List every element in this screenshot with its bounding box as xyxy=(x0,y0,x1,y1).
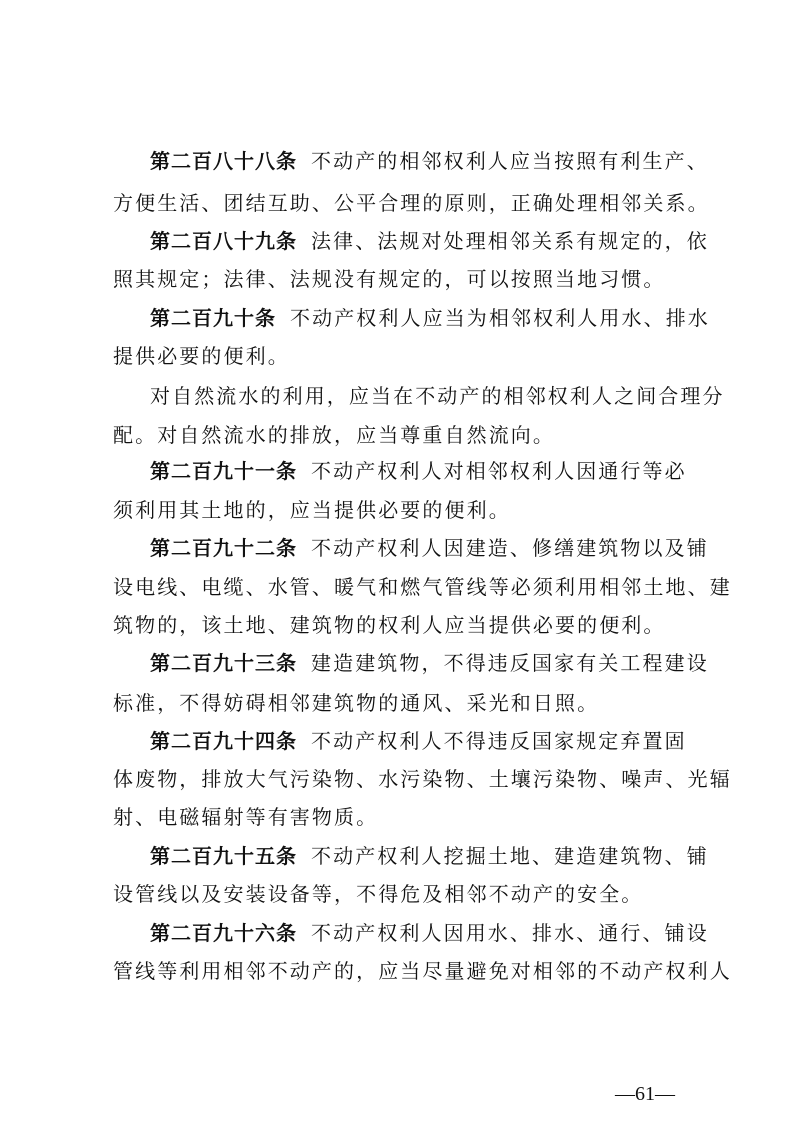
article-293-line-1 xyxy=(150,648,709,678)
article-293-line-2: 标准，不得妨碍相邻建筑物的通风、采光和日照。 xyxy=(113,691,600,715)
article-291-line-1 xyxy=(150,456,693,486)
article-292-line-1 xyxy=(150,533,709,563)
article-296-line-1 xyxy=(150,918,709,948)
article-295-line-1 xyxy=(150,841,709,871)
article-number: 第二百九十三条 xyxy=(150,651,297,675)
article-289-line-1 xyxy=(150,226,709,256)
article-290-para-2-line-2: 配。对自然流水的排放，应当尊重自然流向。 xyxy=(113,423,555,447)
article-290-para-2-line-1: 对自然流水的利用，应当在不动产的相邻权利人之间合理分 xyxy=(150,384,725,408)
article-291-line-2: 须利用其土地的，应当提供必要的便利。 xyxy=(113,498,511,522)
article-294-line-3: 射、电磁辐射等有害物质。 xyxy=(113,805,379,829)
article-292-line-2: 设电线、电缆、水管、暖气和燃气管线等必须利用相邻土地、建 xyxy=(113,575,732,599)
article-number: 第二百八十九条 xyxy=(150,229,297,253)
article-text: 法律、法规对处理相邻关系有规定的，依 xyxy=(311,229,709,253)
article-295-line-2: 设管线以及安装设备等，不得危及相邻不动产的安全。 xyxy=(113,882,644,906)
article-number: 第二百九十一条 xyxy=(150,459,297,483)
article-288-line-1 xyxy=(150,146,709,176)
article-296-line-2: 管线等利用相邻不动产的，应当尽量避免对相邻的不动产权利人 xyxy=(113,959,732,983)
article-288-line-2: 方便生活、团结互助、公平合理的原则，正确处理相邻关系。 xyxy=(113,191,710,215)
article-text: 不动产权利人因建造、修缮建筑物以及铺 xyxy=(311,536,709,560)
article-294-line-2: 体废物，排放大气污染物、水污染物、土壤污染物、噪声、光辐 xyxy=(113,767,732,791)
article-290-line-2: 提供必要的便利。 xyxy=(113,344,290,368)
article-text: 不动产权利人应当为相邻权利人用水、排水 xyxy=(290,306,710,330)
article-number: 第二百八十八条 xyxy=(150,149,297,173)
article-text: 不动产权利人不得违反国家规定弃置固 xyxy=(311,729,687,753)
article-number: 第二百九十二条 xyxy=(150,536,297,560)
article-number: 第二百九十四条 xyxy=(150,729,297,753)
article-number: 第二百九十六条 xyxy=(150,921,297,945)
article-number: 第二百九十五条 xyxy=(150,844,297,868)
article-text: 不动产权利人对相邻权利人因通行等必 xyxy=(311,459,687,483)
article-text: 不动产的相邻权利人应当按照有利生产、 xyxy=(311,149,709,173)
article-289-line-2: 照其规定；法律、法规没有规定的，可以按照当地习惯。 xyxy=(113,267,666,291)
page-number: —61— xyxy=(615,1083,675,1105)
article-text: 建造建筑物，不得违反国家有关工程建设 xyxy=(311,651,709,675)
article-294-line-1 xyxy=(150,726,693,756)
article-text: 不动产权利人因用水、排水、通行、铺设 xyxy=(311,921,709,945)
article-text: 不动产权利人挖掘土地、建造建筑物、铺 xyxy=(311,844,709,868)
article-number: 第二百九十条 xyxy=(150,306,276,330)
article-290-line-1 xyxy=(150,303,710,333)
article-292-line-3: 筑物的，该土地、建筑物的权利人应当提供必要的便利。 xyxy=(113,613,666,637)
